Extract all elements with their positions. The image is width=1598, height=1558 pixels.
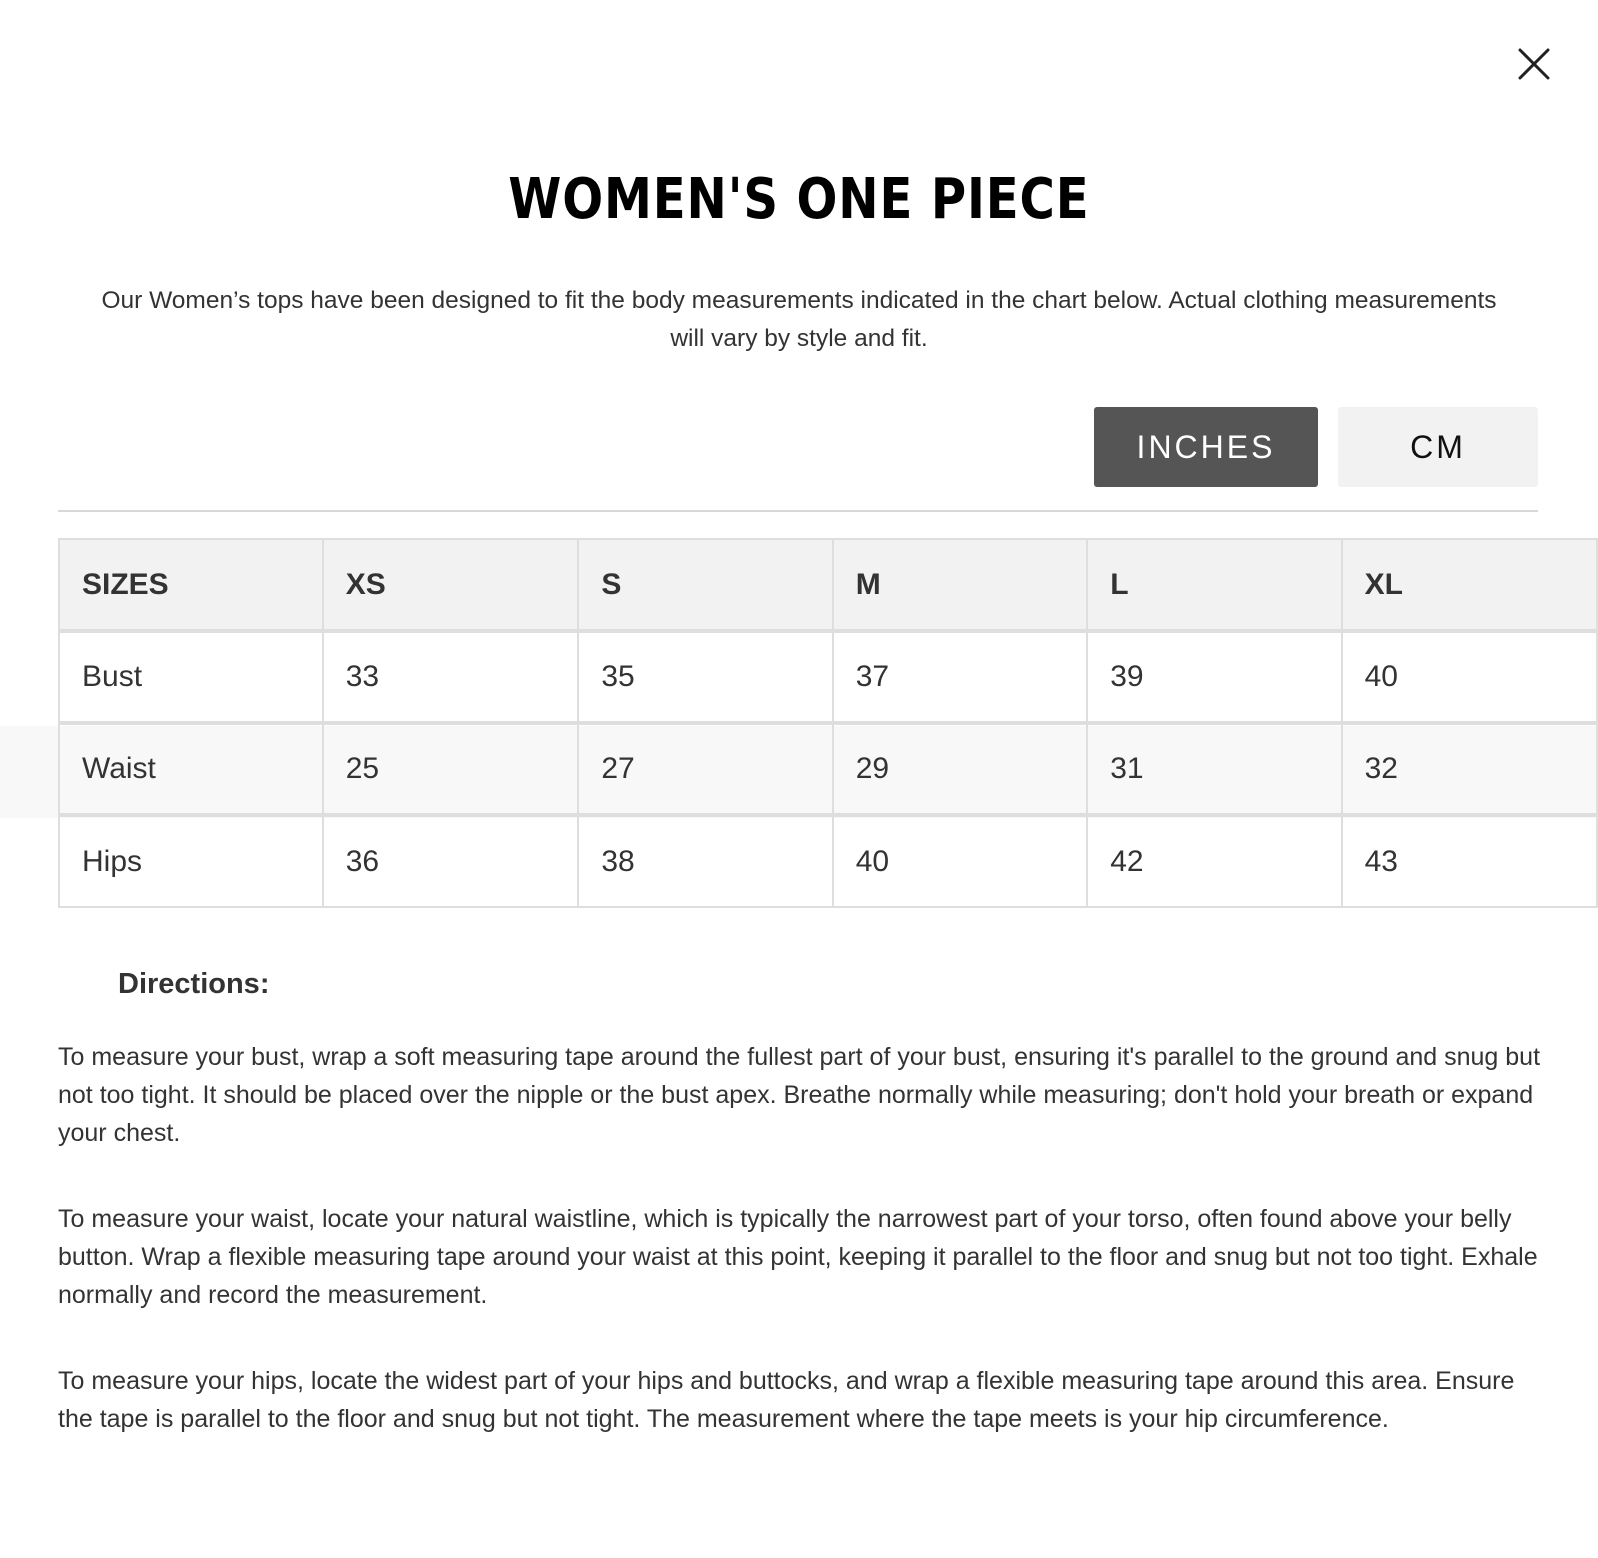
table-cell: 40 [833,815,1087,907]
header-sizes: SIZES [59,539,323,631]
table-cell: 32 [1342,723,1597,815]
intro-text: Our Women’s tops have been designed to fit the body measurements indicated in the chart below. Actual clothing measurements will vary by style and fit. [101,287,1497,352]
table-row [59,631,1597,723]
table-cell: 27 [578,723,832,815]
close-button[interactable] [1512,42,1556,86]
header-xs: XS [323,539,579,631]
row-label: Bust [59,631,323,723]
table-cell: 35 [578,631,832,723]
hips-directions: To measure your hips, locate the widest part of your hips and buttocks, and wrap a flexible measuring tape around this area. Ensure the tape is parallel to the floor and snug but not tight. The measurement where the tape meets is your hip circumference. [58,1367,1515,1433]
size-table [58,538,1598,908]
header-l: L [1087,539,1341,631]
table-cell: 33 [323,631,579,723]
row-label: Waist [59,723,323,815]
table-cell: 38 [578,815,832,907]
header-xl: XL [1342,539,1597,631]
unit-toggle [1094,407,1538,487]
header-m: M [833,539,1087,631]
table-cell: 29 [833,723,1087,815]
row-label: Hips [59,815,323,907]
table-row [59,723,1597,815]
table-cell: 31 [1087,723,1341,815]
divider [58,510,1538,512]
table-cell: 37 [833,631,1087,723]
bust-directions: To measure your bust, wrap a soft measuring tape around the fullest part of your bust, ensuring it's parallel to the ground and snug but not too tight. It should be placed over the nipple or the bust apex. Breathe normally while measuring; don't hold your breath or expand your chest. [58,1043,1541,1147]
header-s: S [578,539,832,631]
waist-directions: To measure your waist, locate your natural waistline, which is typically the narrowest part of your torso, often found above your belly button. Wrap a flexible measuring tape around your waist at this point, keeping it parallel to the floor and snug but not too tight. Exhale normally and record the measurement. [58,1205,1538,1309]
table-cell: 40 [1342,631,1597,723]
close-icon [1512,42,1556,86]
page-title: WOMEN'S ONE PIECE [508,167,1090,232]
table-header-row [59,539,1597,631]
table-row [59,815,1597,907]
table-cell: 25 [323,723,579,815]
table-cell: 43 [1342,815,1597,907]
table-cell: 36 [323,815,579,907]
table-cell: 39 [1087,631,1341,723]
directions-heading: Directions: [118,968,270,1000]
inches-button[interactable]: INCHES [1094,407,1318,487]
cm-button[interactable]: CM [1338,407,1538,487]
table-cell: 42 [1087,815,1341,907]
